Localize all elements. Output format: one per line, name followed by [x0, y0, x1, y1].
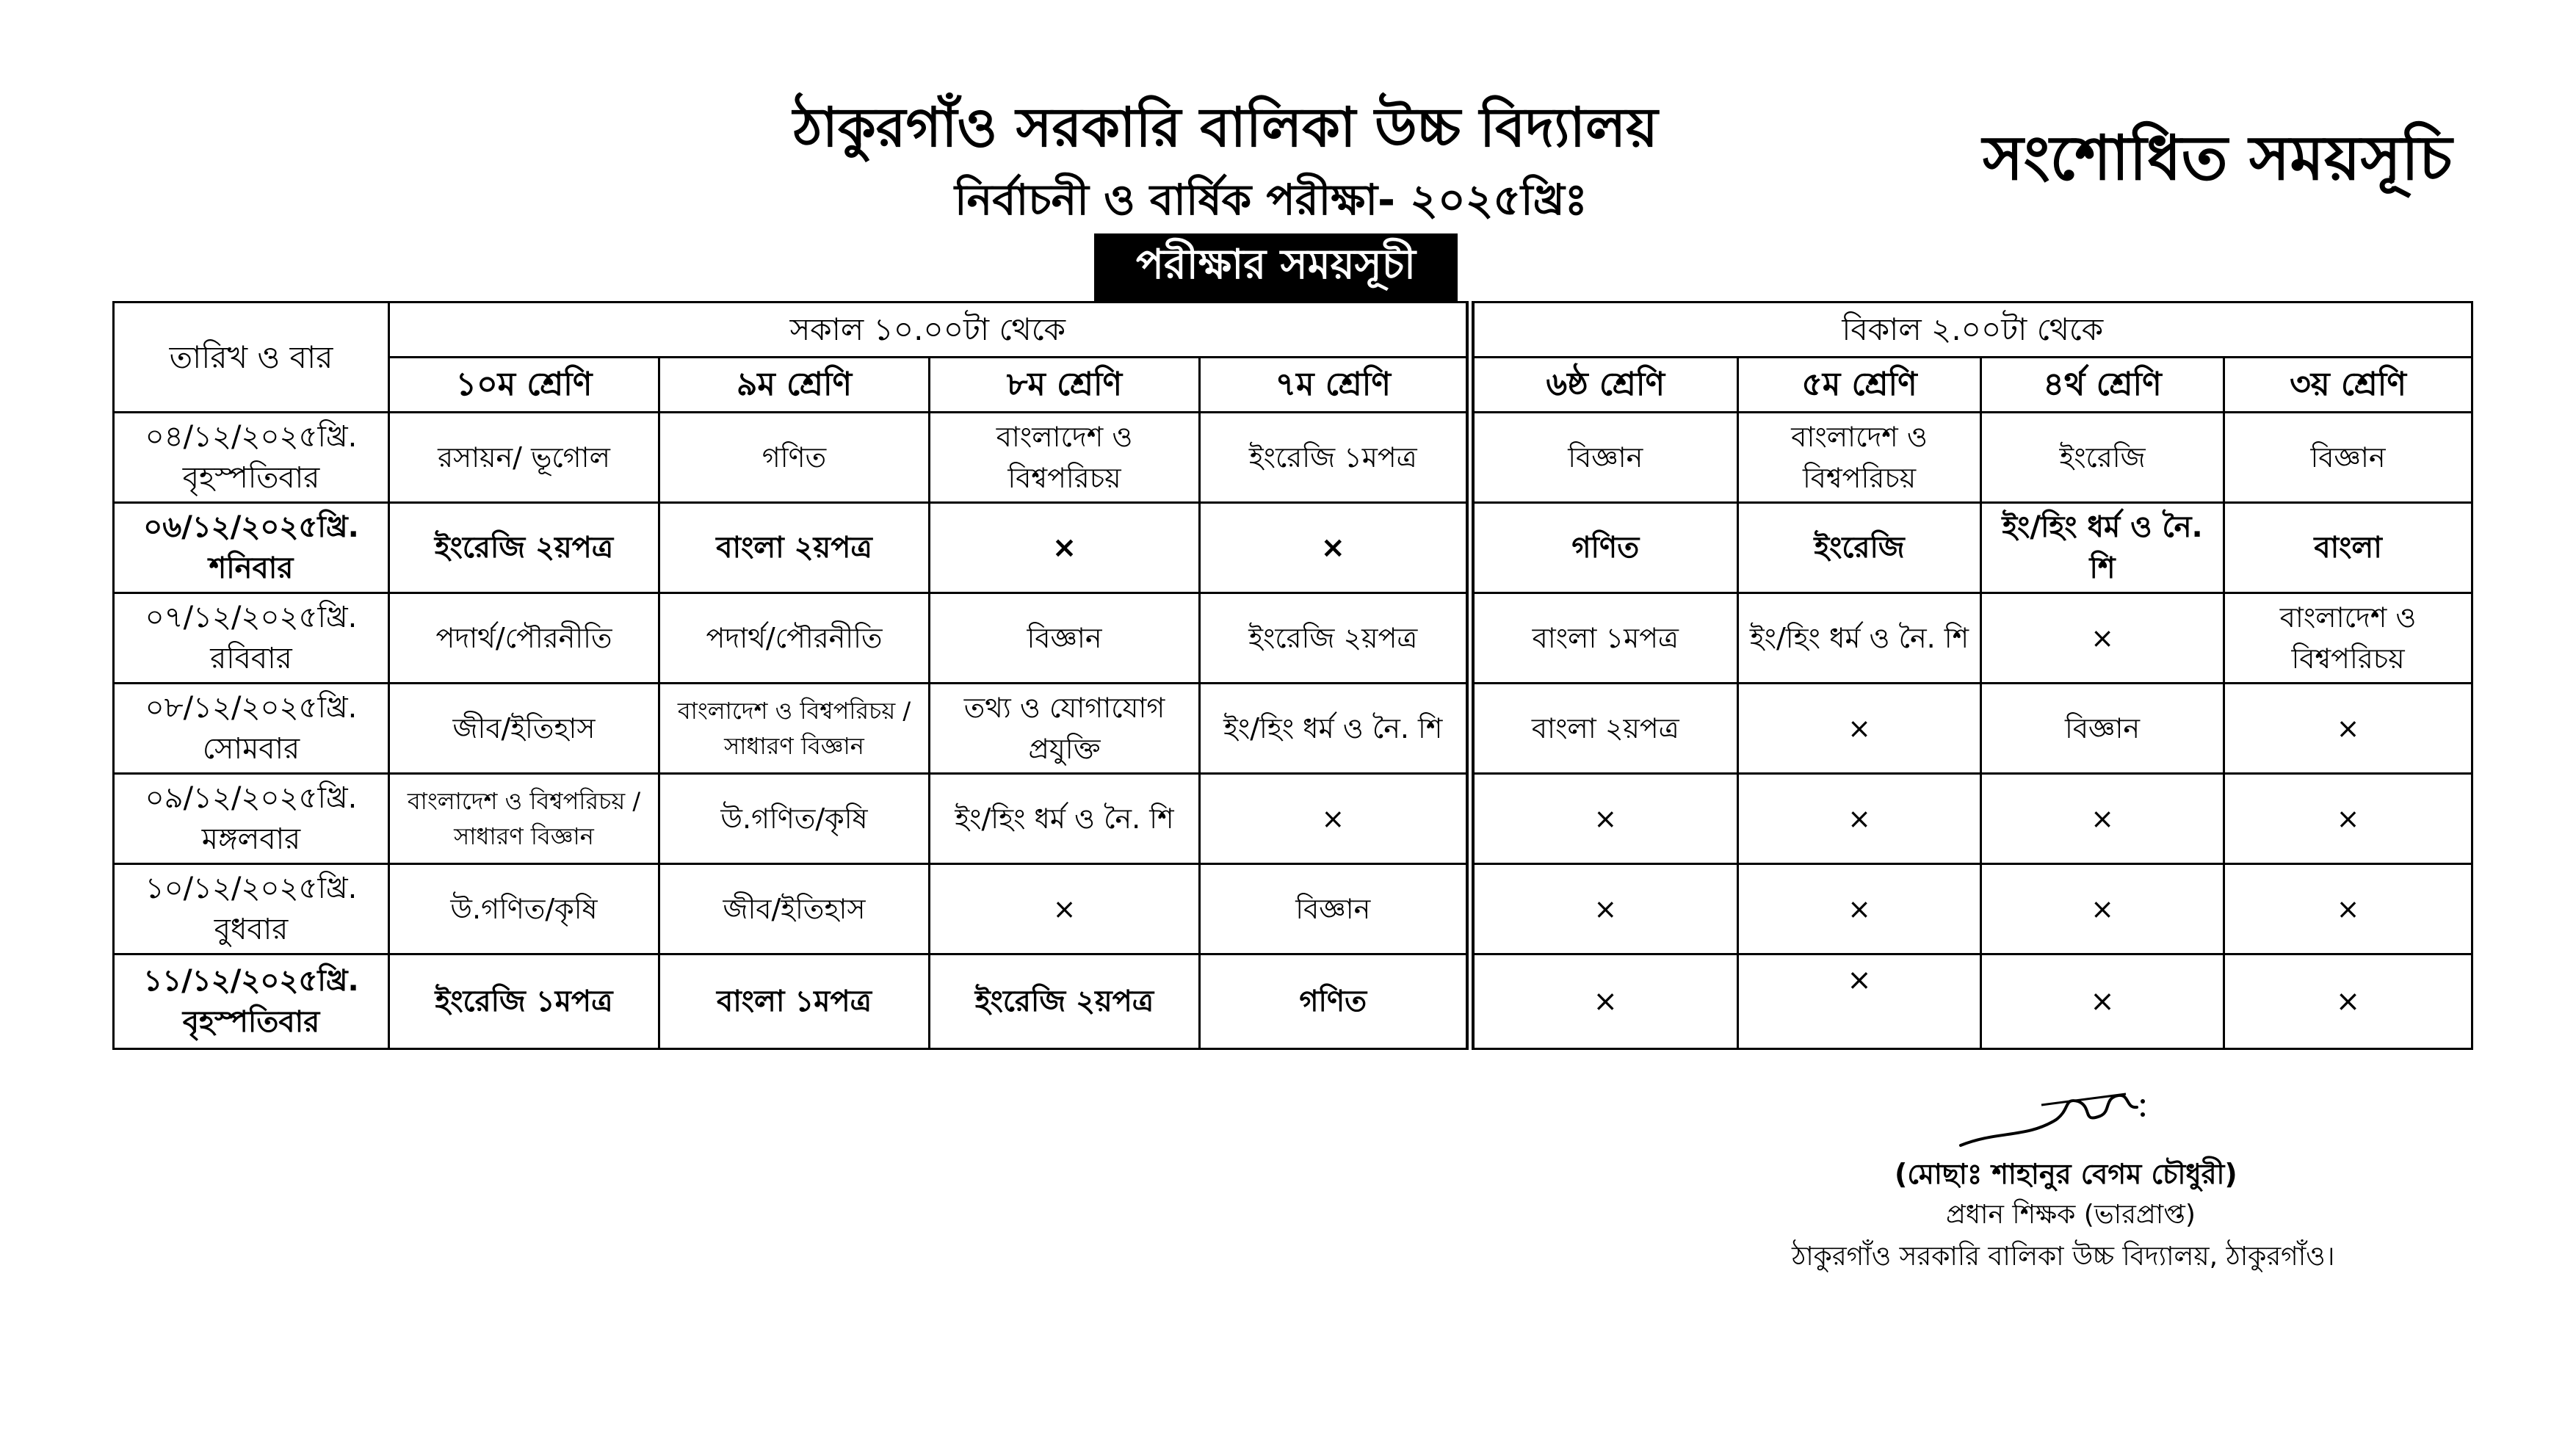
signatory-school: ঠাকুরগাঁও সরকারি বালিকা উচ্চ বিদ্যালয়, ঠাকুরগাঁও। — [1792, 1242, 2335, 1272]
table-cell: × — [1200, 503, 1470, 593]
table-cell: ইংরেজি ২য়পত্র — [1200, 593, 1470, 684]
class-header: ৬ষ্ঠ শ্রেণি — [1470, 358, 1738, 413]
table-cell: বাংলা ২য়পত্র — [1470, 684, 1738, 774]
table-cell: জীব/ইতিহাস — [389, 684, 659, 774]
date-cell: ০৬/১২/২০২৫খ্রি. শনিবার — [114, 503, 389, 593]
table-row — [114, 954, 2472, 1049]
table-cell: × — [930, 864, 1200, 954]
table-cell: বাংলাদেশ ও বিশ্বপরিচয় / সাধারণ বিজ্ঞান — [659, 684, 930, 774]
class-header: ৩য় শ্রেণি — [2224, 358, 2472, 413]
class-header: ৮ম শ্রেণি — [930, 358, 1200, 413]
signatory-title: প্রধান শিক্ষক (ভারপ্রাপ্ত) — [1946, 1200, 2196, 1230]
table-cell: বাংলাদেশ ও বিশ্বপরিচয় — [1738, 413, 1981, 503]
table-cell: ইং/হিং ধর্ম ও নৈ. শি — [1981, 503, 2224, 593]
table-cell: বাংলাদেশ ও বিশ্বপরিচয় / সাধারণ বিজ্ঞান — [389, 774, 659, 864]
table-cell: বাংলাদেশ ও বিশ্বপরিচয় — [930, 413, 1200, 503]
table-cell: ইং/হিং ধর্ম ও নৈ. শি — [1738, 593, 1981, 684]
exam-title: নির্বাচনী ও বার্ষিক পরীক্ষা- ২০২৫খ্রিঃ — [955, 175, 1588, 225]
table-cell: ইংরেজি ২য়পত্র — [389, 503, 659, 593]
table-cell: × — [1738, 684, 1981, 774]
table-row — [114, 413, 2472, 503]
class-header: ১০ম শ্রেণি — [389, 358, 659, 413]
table-cell: উ.গণিত/কৃষি — [389, 864, 659, 954]
table-cell: × — [2224, 684, 2472, 774]
table-cell: ইং/হিং ধর্ম ও নৈ. শি — [930, 774, 1200, 864]
signatory-name: (মোছাঃ শাহানুর বেগম চৌধুরী) — [1895, 1158, 2237, 1190]
table-row — [114, 864, 2472, 954]
table-cell: ইং/হিং ধর্ম ও নৈ. শি — [1200, 684, 1470, 774]
table-cell: বিজ্ঞান — [1200, 864, 1470, 954]
table-cell: পদার্থ/পৌরনীতি — [659, 593, 930, 684]
table-cell: ইংরেজি ১মপত্র — [1200, 413, 1470, 503]
table-cell: × — [1470, 954, 1738, 1049]
table-cell: বাংলা — [2224, 503, 2472, 593]
table-cell: বিজ্ঞান — [930, 593, 1200, 684]
class-header: ৪র্থ শ্রেণি — [1981, 358, 2224, 413]
exam-routine-table — [112, 301, 2473, 1050]
table-cell: × — [1981, 864, 2224, 954]
routine-label-badge: পরীক্ষার সময়সূচী — [1094, 233, 1458, 301]
table-cell: × — [930, 503, 1200, 593]
table-cell: × — [1981, 954, 2224, 1049]
table-cell: × — [2224, 864, 2472, 954]
table-cell: উ.গণিত/কৃষি — [659, 774, 930, 864]
table-cell: × — [1981, 593, 2224, 684]
date-header: তারিখ ও বার — [114, 302, 389, 413]
table-cell: বিজ্ঞান — [2224, 413, 2472, 503]
table-row — [114, 684, 2472, 774]
date-cell: ০৭/১২/২০২৫খ্রি. রবিবার — [114, 593, 389, 684]
table-cell: বাংলাদেশ ও বিশ্বপরিচয় — [2224, 593, 2472, 684]
table-header-row-2 — [114, 358, 2472, 413]
table-cell: বিজ্ঞান — [1981, 684, 2224, 774]
table-cell: × — [1470, 774, 1738, 864]
table-cell: × — [1200, 774, 1470, 864]
table-cell: গণিত — [1470, 503, 1738, 593]
date-cell: ০৮/১২/২০২৫খ্রি. সোমবার — [114, 684, 389, 774]
table-cell: জীব/ইতিহাস — [659, 864, 930, 954]
revised-schedule-label: সংশোধিত সময়সূচি — [1983, 122, 2453, 194]
table-cell: × — [1470, 864, 1738, 954]
table-cell: × — [1738, 774, 1981, 864]
table-header-row-1 — [114, 302, 2472, 358]
signature-mark — [1953, 1079, 2152, 1160]
date-cell: ০৪/১২/২০২৫খ্রি. বৃহস্পতিবার — [114, 413, 389, 503]
table-cell: ইংরেজি ২য়পত্র — [930, 954, 1200, 1049]
class-header: ৭ম শ্রেণি — [1200, 358, 1470, 413]
date-cell: ০৯/১২/২০২৫খ্রি. মঙ্গলবার — [114, 774, 389, 864]
table-cell: × — [1738, 954, 1981, 1049]
class-header: ৯ম শ্রেণি — [659, 358, 930, 413]
class-header: ৫ম শ্রেণি — [1738, 358, 1981, 413]
morning-session-header: সকাল ১০.০০টা থেকে — [389, 302, 1470, 358]
afternoon-session-header: বিকাল ২.০০টা থেকে — [1470, 302, 2472, 358]
table-cell: গণিত — [1200, 954, 1470, 1049]
table-row — [114, 593, 2472, 684]
table-cell: পদার্থ/পৌরনীতি — [389, 593, 659, 684]
date-cell: ১০/১২/২০২৫খ্রি. বুধবার — [114, 864, 389, 954]
table-cell: ইংরেজি — [1738, 503, 1981, 593]
table-cell: বাংলা ২য়পত্র — [659, 503, 930, 593]
table-cell: ইংরেজি ১মপত্র — [389, 954, 659, 1049]
table-cell: তথ্য ও যোগাযোগ প্রযুক্তি — [930, 684, 1200, 774]
table-cell: বাংলা ১মপত্র — [1470, 593, 1738, 684]
table-cell: × — [1981, 774, 2224, 864]
table-cell: × — [2224, 954, 2472, 1049]
table-cell: বিজ্ঞান — [1470, 413, 1738, 503]
table-cell: বাংলা ১মপত্র — [659, 954, 930, 1049]
table-row — [114, 503, 2472, 593]
table-cell: × — [2224, 774, 2472, 864]
date-cell: ১১/১২/২০২৫খ্রি. বৃহস্পতিবার — [114, 954, 389, 1049]
table-cell: × — [1738, 864, 1981, 954]
table-cell: ইংরেজি — [1981, 413, 2224, 503]
table-row — [114, 774, 2472, 864]
table-cell: রসায়ন/ ভূগোল — [389, 413, 659, 503]
table-cell: গণিত — [659, 413, 930, 503]
